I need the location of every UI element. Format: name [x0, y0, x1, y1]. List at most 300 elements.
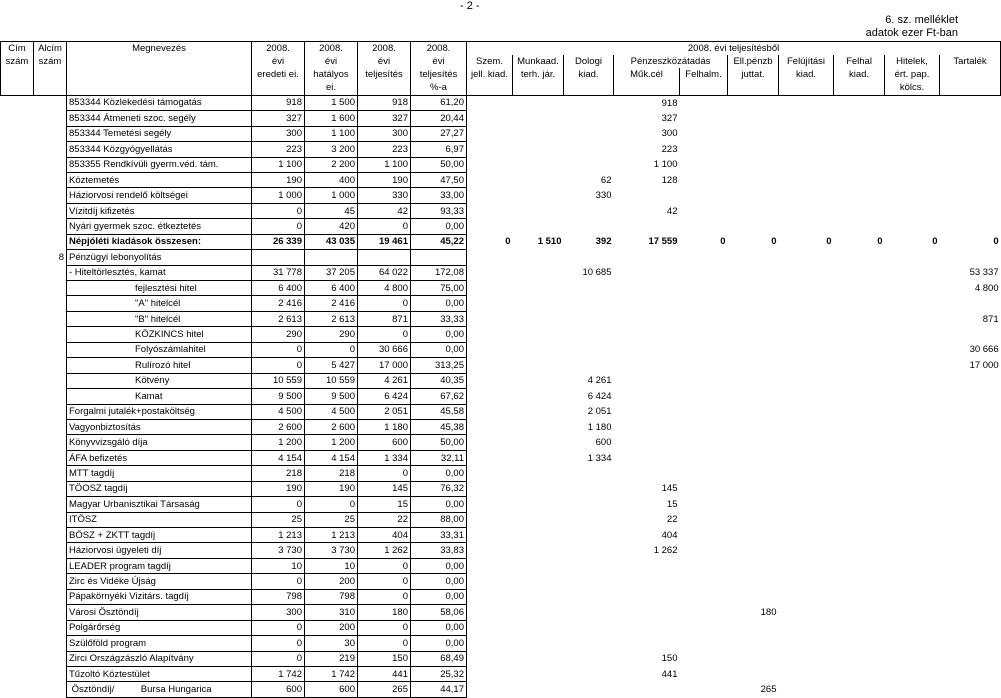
table-row: [1, 172, 1001, 187]
col-tartalek: Tartalék: [940, 55, 1001, 68]
cim-cell: [1, 281, 34, 296]
value-cell: [467, 342, 513, 357]
value-cell: [940, 373, 1001, 388]
value-cell: 2 600: [305, 419, 358, 434]
table-row: [1, 574, 1001, 589]
alcim-cell: [34, 636, 67, 651]
value-cell: [564, 203, 614, 218]
table-row: [1, 188, 1001, 203]
value-cell: [728, 512, 779, 527]
col-group-header: 2008. évi teljesítésből: [467, 42, 1001, 56]
value-cell: [680, 172, 728, 187]
value-cell: 2 600: [252, 419, 305, 434]
header-row-2: [1, 55, 1001, 68]
value-cell: [680, 543, 728, 558]
cim-cell: [1, 111, 34, 126]
value-cell: 20,44: [411, 111, 467, 126]
value-cell: [779, 497, 834, 512]
value-cell: [779, 450, 834, 465]
value-cell: [728, 574, 779, 589]
alcim-cell: [34, 620, 67, 635]
table-row: [1, 528, 1001, 543]
value-cell: [885, 666, 940, 681]
value-cell: 30 666: [969, 344, 999, 356]
value-cell: 313,25: [411, 358, 467, 373]
value-cell: 1 334: [358, 450, 411, 465]
value-cell: [614, 327, 680, 342]
value-cell: [779, 651, 834, 666]
item-name: Könyvvizsgáló díja: [67, 435, 252, 450]
value-cell: [564, 528, 614, 543]
alcim-cell: [34, 558, 67, 573]
col-name-header: Megnevezés: [67, 42, 252, 56]
value-cell: [614, 435, 680, 450]
cim-cell: [1, 435, 34, 450]
alcim-cell: [34, 481, 67, 496]
value-cell: 2 416: [252, 296, 305, 311]
value-cell: [252, 250, 305, 265]
value-cell: [614, 188, 680, 203]
value-cell: [467, 620, 513, 635]
value-cell: [680, 574, 728, 589]
value-cell: [834, 605, 885, 620]
cim-cell: [1, 358, 34, 373]
value-cell: [940, 450, 1001, 465]
value-cell: 62: [600, 174, 612, 186]
value-cell: 5 427: [305, 358, 358, 373]
value-cell: 1 742: [305, 666, 358, 681]
value-cell: 330: [358, 188, 411, 203]
value-cell: [467, 574, 513, 589]
value-cell: [728, 481, 779, 496]
value-cell: [779, 358, 834, 373]
value-cell: [779, 157, 834, 172]
value-cell: [564, 311, 614, 326]
value-cell: [728, 528, 779, 543]
value-cell: [728, 358, 779, 373]
value-cell: [467, 281, 513, 296]
col-felujitasi: Felújítási: [779, 55, 834, 68]
col-orig-sub: eredeti ei.: [252, 68, 305, 81]
value-cell: [940, 157, 1001, 172]
value-cell: [513, 111, 564, 126]
table-row: [1, 250, 1001, 265]
value-cell: [728, 558, 779, 573]
value-cell: 200: [305, 574, 358, 589]
table-row: [1, 666, 1001, 681]
item-name: Kötvény: [67, 373, 252, 388]
value-cell: 404: [358, 528, 411, 543]
value-cell: 0: [252, 342, 305, 357]
value-cell: [779, 126, 834, 141]
col-name-sub: [67, 55, 252, 68]
table-row: [1, 281, 1001, 296]
value-cell: [885, 404, 940, 419]
value-cell: [564, 296, 614, 311]
alcim-cell: [34, 435, 67, 450]
value-cell: [564, 636, 614, 651]
value-cell: 4 154: [252, 450, 305, 465]
value-cell: [467, 203, 513, 218]
value-cell: [614, 605, 680, 620]
alcim-cell: [34, 342, 67, 357]
value-cell: 190: [252, 172, 305, 187]
value-cell: 1 100: [305, 126, 358, 141]
item-name: Köztemetés: [67, 172, 252, 187]
value-cell: 0: [358, 636, 411, 651]
value-cell: [564, 219, 614, 234]
cim-cell: [1, 250, 34, 265]
alcim-cell: [34, 589, 67, 604]
table-row: [1, 450, 1001, 465]
value-cell: 145: [358, 481, 411, 496]
cim-cell: [1, 95, 34, 110]
value-cell: [513, 157, 564, 172]
value-cell: [834, 373, 885, 388]
col-alcim-sub: szám: [34, 55, 67, 68]
value-cell: [940, 682, 1001, 697]
value-cell: 1 262: [358, 543, 411, 558]
value-cell: [513, 666, 564, 681]
cim-cell: [1, 234, 34, 249]
value-cell: [728, 126, 779, 141]
value-cell: [513, 543, 564, 558]
value-cell: 68,49: [411, 651, 467, 666]
cim-cell: [1, 651, 34, 666]
value-cell: 0: [252, 219, 305, 234]
value-cell: [834, 620, 885, 635]
table-row: [1, 203, 1001, 218]
col-munkaad: Munkaad.: [513, 55, 564, 68]
value-cell: [467, 651, 513, 666]
table-row: [1, 157, 1001, 172]
value-cell: [728, 265, 779, 280]
value-cell: 218: [305, 466, 358, 481]
value-cell: [779, 311, 834, 326]
value-cell: [513, 188, 564, 203]
value-cell: [680, 497, 728, 512]
alcim-cell: [34, 512, 67, 527]
value-cell: [885, 389, 940, 404]
alcim-cell: [34, 497, 67, 512]
value-cell: [680, 651, 728, 666]
value-cell: [779, 188, 834, 203]
value-cell: [467, 543, 513, 558]
value-cell: 33,33: [411, 311, 467, 326]
value-cell: [467, 497, 513, 512]
value-cell: [834, 574, 885, 589]
value-cell: [564, 666, 614, 681]
value-cell: 0: [993, 236, 999, 248]
value-cell: 128: [661, 174, 678, 186]
value-cell: [564, 620, 614, 635]
value-cell: 441: [661, 668, 678, 680]
col-perf-sub: teljesítés: [358, 68, 411, 81]
value-cell: [834, 265, 885, 280]
value-cell: 1 262: [653, 545, 678, 557]
value-cell: [885, 682, 940, 697]
value-cell: [834, 450, 885, 465]
value-cell: [885, 481, 940, 496]
header-row-1: [1, 42, 1001, 56]
col-felhal-sub: kiad.: [834, 68, 885, 81]
item-name: Forgalmi jutalék+postaköltség: [67, 404, 252, 419]
cim-cell: [1, 574, 34, 589]
value-cell: 76,32: [411, 481, 467, 496]
value-cell: 441: [358, 666, 411, 681]
value-cell: [885, 497, 940, 512]
value-cell: [779, 466, 834, 481]
cim-cell: [1, 203, 34, 218]
table-row: [1, 389, 1001, 404]
col-kolcs: kölcs.: [885, 82, 940, 96]
table-row: [1, 234, 1001, 249]
value-cell: [513, 636, 564, 651]
col-orig-evi: évi: [252, 55, 305, 68]
cim-cell: [1, 558, 34, 573]
value-cell: 300: [252, 126, 305, 141]
value-cell: [680, 481, 728, 496]
value-cell: 6 424: [587, 390, 612, 402]
value-cell: 0: [252, 636, 305, 651]
value-cell: [680, 311, 728, 326]
value-cell: [467, 296, 513, 311]
value-cell: [513, 327, 564, 342]
value-cell: 0,00: [411, 589, 467, 604]
alcim-cell: [34, 234, 67, 249]
value-cell: 0: [252, 497, 305, 512]
value-cell: [680, 528, 728, 543]
value-cell: [885, 466, 940, 481]
value-cell: 27,27: [411, 126, 467, 141]
alcim-cell: [34, 466, 67, 481]
value-cell: [834, 203, 885, 218]
value-cell: [564, 327, 614, 342]
value-cell: [513, 95, 564, 110]
value-cell: 10: [252, 558, 305, 573]
value-cell: [885, 373, 940, 388]
value-cell: [834, 666, 885, 681]
value-cell: 918: [661, 97, 678, 109]
value-cell: 0: [305, 497, 358, 512]
alcim-cell: [34, 389, 67, 404]
value-cell: [779, 419, 834, 434]
alcim-cell: [34, 126, 67, 141]
value-cell: [513, 311, 564, 326]
cim-cell: [1, 219, 34, 234]
value-cell: [940, 636, 1001, 651]
table-row: [1, 327, 1001, 342]
value-cell: 0,00: [411, 327, 467, 342]
value-cell: 1 334: [587, 452, 612, 464]
value-cell: 4 500: [305, 404, 358, 419]
value-cell: 1 213: [252, 528, 305, 543]
value-cell: [779, 512, 834, 527]
value-cell: 17 000: [358, 358, 411, 373]
value-cell: [680, 342, 728, 357]
value-cell: 0: [877, 236, 883, 248]
value-cell: 0: [358, 296, 411, 311]
cim-cell: [1, 311, 34, 326]
value-cell: [305, 250, 358, 265]
value-cell: [467, 435, 513, 450]
value-cell: [513, 265, 564, 280]
value-cell: 404: [661, 529, 678, 541]
value-cell: 0: [252, 358, 305, 373]
table-row: [1, 373, 1001, 388]
value-cell: [680, 157, 728, 172]
value-cell: 0: [358, 558, 411, 573]
value-cell: [940, 296, 1001, 311]
value-cell: [513, 558, 564, 573]
value-cell: [614, 373, 680, 388]
value-cell: [885, 528, 940, 543]
value-cell: 93,33: [411, 203, 467, 218]
value-cell: [680, 142, 728, 157]
alcim-cell: [34, 188, 67, 203]
item-name: 853355 Rendkívüli gyerm.véd. tám.: [67, 157, 252, 172]
table-row: [1, 265, 1001, 280]
value-cell: 1 200: [305, 435, 358, 450]
value-cell: [513, 605, 564, 620]
value-cell: [940, 651, 1001, 666]
value-cell: [467, 558, 513, 573]
value-cell: [728, 450, 779, 465]
table-row: [1, 605, 1001, 620]
value-cell: [614, 620, 680, 635]
item-name: MTT tagdíj: [67, 466, 252, 481]
value-cell: [834, 172, 885, 187]
value-cell: [513, 250, 564, 265]
table-row: [1, 636, 1001, 651]
value-cell: [779, 219, 834, 234]
value-cell: [885, 512, 940, 527]
value-cell: 2 416: [305, 296, 358, 311]
value-cell: 67,62: [411, 389, 467, 404]
col-mod-year: 2008.: [305, 42, 358, 56]
value-cell: 0: [305, 342, 358, 357]
value-cell: [940, 250, 1001, 265]
col-juttat: juttat.: [728, 68, 779, 81]
value-cell: 1 180: [587, 421, 612, 433]
item-name: "B" hitelcél: [67, 311, 252, 326]
value-cell: [513, 589, 564, 604]
alcim-cell: 8: [58, 251, 64, 263]
alcim-cell: [34, 203, 67, 218]
value-cell: 392: [595, 236, 612, 248]
value-cell: [564, 466, 614, 481]
alcim-cell: [34, 358, 67, 373]
value-cell: [728, 589, 779, 604]
value-cell: 265: [760, 684, 777, 696]
value-cell: [885, 95, 940, 110]
alcim-cell: [34, 281, 67, 296]
value-cell: [779, 620, 834, 635]
value-cell: [779, 327, 834, 342]
value-cell: [513, 281, 564, 296]
value-cell: 600: [252, 682, 305, 697]
cim-cell: [1, 404, 34, 419]
value-cell: [728, 651, 779, 666]
value-cell: [467, 481, 513, 496]
value-cell: [680, 682, 728, 697]
value-cell: [513, 342, 564, 357]
value-cell: 0,00: [411, 636, 467, 651]
value-cell: 50,00: [411, 435, 467, 450]
value-cell: 1 000: [305, 188, 358, 203]
value-cell: [728, 142, 779, 157]
value-cell: 0: [358, 219, 411, 234]
value-cell: [614, 296, 680, 311]
alcim-cell: [34, 265, 67, 280]
value-cell: [680, 203, 728, 218]
value-cell: 0: [358, 620, 411, 635]
table-body: [1, 95, 1001, 697]
value-cell: 3 730: [252, 543, 305, 558]
value-cell: [728, 172, 779, 187]
item-name: Vízitdíj kifizetés: [67, 203, 252, 218]
value-cell: 4 800: [974, 282, 999, 294]
col-pct-a: %-a: [411, 82, 467, 96]
value-cell: [834, 296, 885, 311]
cim-cell: [1, 543, 34, 558]
value-cell: [834, 389, 885, 404]
value-cell: [564, 126, 614, 141]
value-cell: [834, 466, 885, 481]
col-ellpenzb: Ell.pénzb: [728, 55, 779, 68]
value-cell: 0: [358, 327, 411, 342]
value-cell: [834, 311, 885, 326]
value-cell: [614, 311, 680, 326]
alcim-cell: [34, 574, 67, 589]
value-cell: [728, 203, 779, 218]
value-cell: [680, 435, 728, 450]
value-cell: [467, 111, 513, 126]
value-cell: [513, 126, 564, 141]
table-row: [1, 481, 1001, 496]
item-name: KÖZKINCS hitel: [67, 327, 252, 342]
col-dologi: Dologi: [564, 55, 614, 68]
value-cell: [728, 419, 779, 434]
value-cell: [614, 466, 680, 481]
value-cell: [614, 558, 680, 573]
value-cell: 600: [595, 437, 612, 449]
cim-cell: [1, 265, 34, 280]
cim-cell: [1, 589, 34, 604]
value-cell: 1 213: [305, 528, 358, 543]
value-cell: [728, 250, 779, 265]
cim-cell: [1, 682, 34, 697]
value-cell: [728, 543, 779, 558]
value-cell: [728, 311, 779, 326]
value-cell: 600: [358, 435, 411, 450]
value-cell: [728, 435, 779, 450]
value-cell: [564, 558, 614, 573]
value-cell: [779, 296, 834, 311]
value-cell: [513, 219, 564, 234]
value-cell: [885, 296, 940, 311]
header-row-4: [1, 82, 1001, 96]
value-cell: [834, 281, 885, 296]
table-row: [1, 111, 1001, 126]
value-cell: 0: [720, 236, 726, 248]
value-cell: 0: [252, 203, 305, 218]
item-name: Nyári gyermek szoc. étkeztetés: [67, 219, 252, 234]
value-cell: 918: [252, 95, 305, 110]
cim-cell: [1, 450, 34, 465]
value-cell: 44,17: [411, 682, 467, 697]
value-cell: 0: [826, 236, 832, 248]
